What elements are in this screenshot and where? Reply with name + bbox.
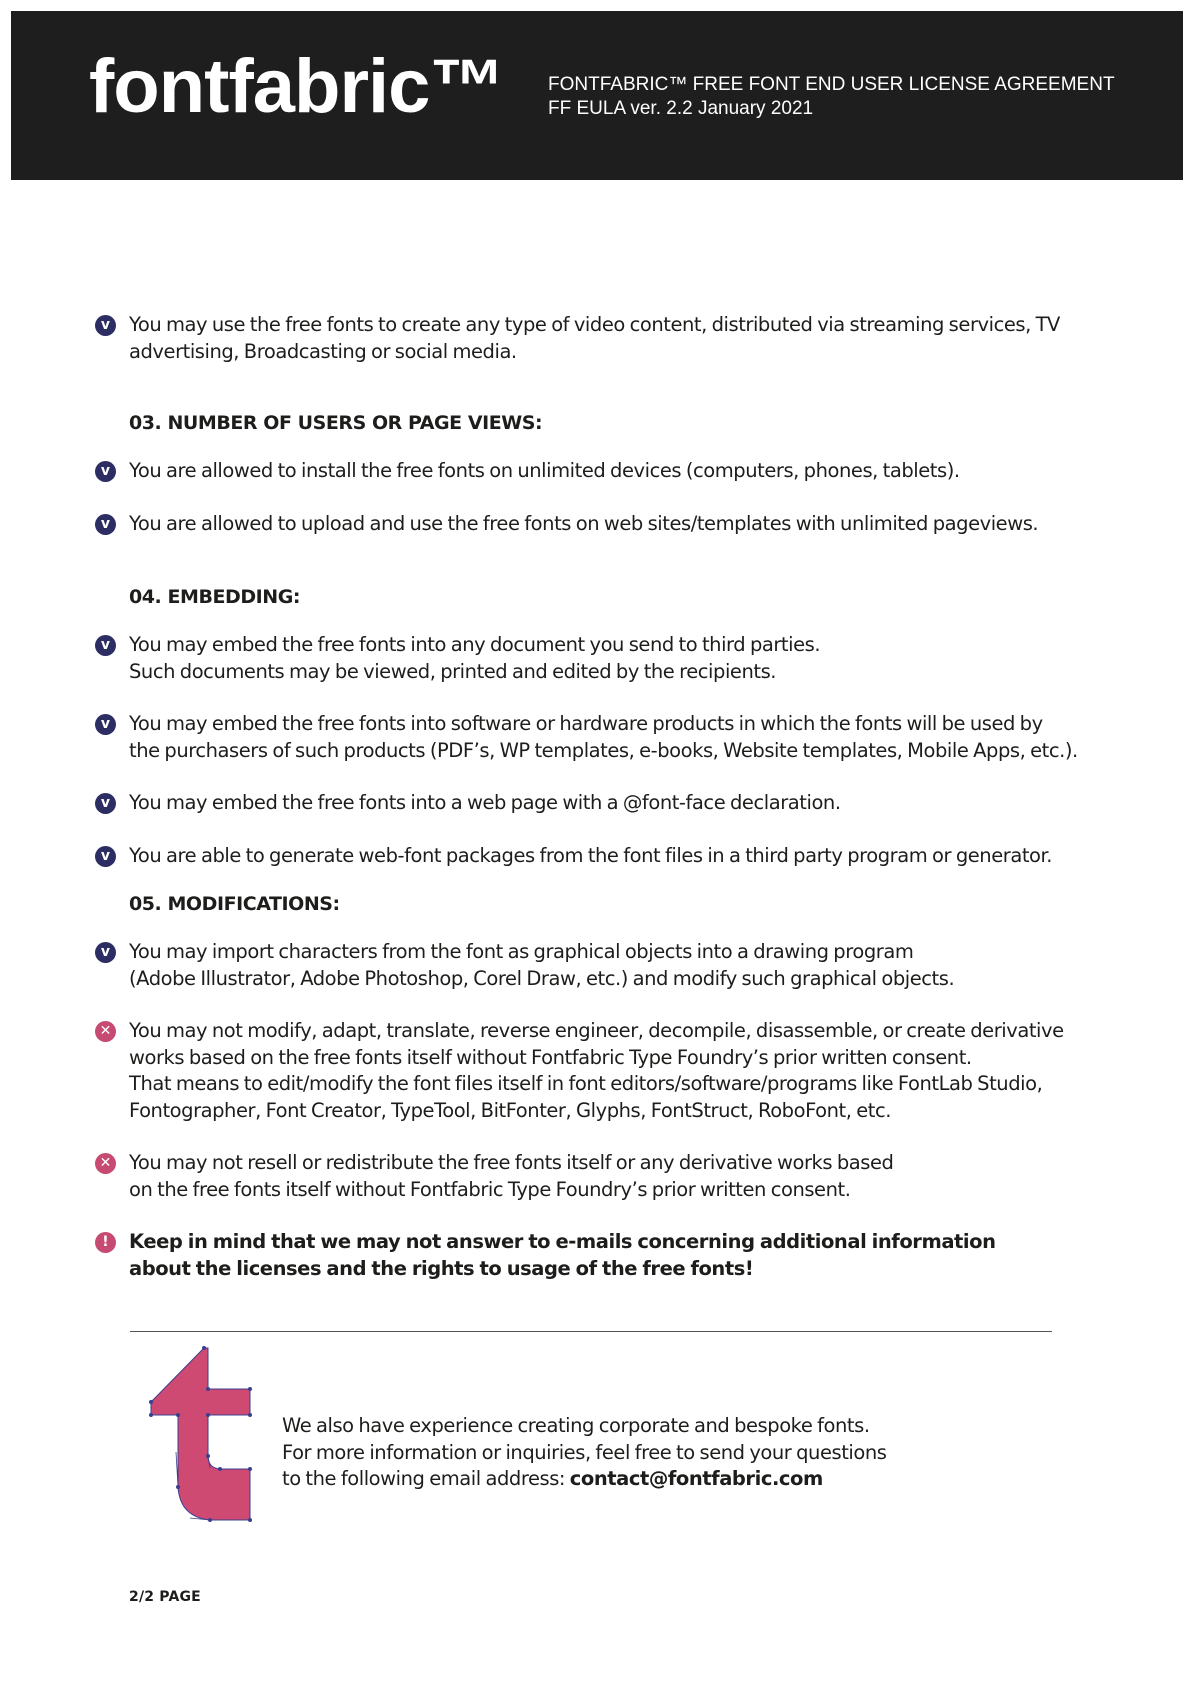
- section-heading-users: 03. NUMBER OF USERS OR PAGE VIEWS:: [129, 412, 543, 434]
- allowed-devices-item: [95, 458, 1095, 485]
- promo-text: We also have experience creating corporate and bespoke fonts.: [282, 1414, 870, 1437]
- header-banner: [11, 11, 1183, 180]
- letter-t-logo: [140, 1342, 255, 1522]
- item-text: (Adobe Illustrator, Adobe Photoshop, Corel Draw, etc.) and modify such graphical objects.: [129, 966, 955, 990]
- item-text: You may not modify, adapt, translate, reverse engineer, decompile, disassemble, or create derivative: [129, 1019, 1064, 1042]
- item-text: Such documents may be viewed, printed and edited by the recipients.: [129, 659, 777, 683]
- item-text: works based on the free fonts itself without Fontfabric Type Foundry’s prior written consent.: [129, 1045, 972, 1069]
- divider: [130, 1331, 1052, 1332]
- license-version: FF EULA ver. 2.2 January 2021: [548, 98, 814, 119]
- check-icon: v: [95, 315, 116, 336]
- promo-text: [282, 1466, 886, 1493]
- section-heading-modifications: 05. MODIFICATIONS:: [129, 893, 340, 915]
- item-text: the purchasers of such products (PDF’s, WP templates, e-books, Website templates, Mobile Apps, etc.).: [129, 738, 1078, 762]
- item-text: You may use the free fonts to create any type of video content, distributed via streaming services, TV: [129, 313, 1060, 336]
- item-text: advertising, Broadcasting or social media.: [129, 339, 517, 363]
- item-text: You may import characters from the font as graphical objects into a drawing program: [129, 940, 914, 963]
- license-title-line: FONTFABRIC™ FREE FONT END USER LICENSE AGREEMENT: [548, 74, 1115, 95]
- check-icon: v: [95, 461, 116, 482]
- check-icon: v: [95, 635, 116, 656]
- exclamation-icon: !: [95, 1232, 116, 1253]
- allowed-video-item: [95, 312, 1095, 365]
- allowed-documents-item: [95, 632, 1095, 685]
- check-icon: v: [95, 514, 116, 535]
- promo-text: For more information or inquiries, feel free to send your questions: [282, 1440, 887, 1464]
- item-text: You may embed the free fonts into any document you send to third parties.: [129, 633, 821, 656]
- check-icon: v: [95, 714, 116, 735]
- promo-text-prefix: to the following email address:: [282, 1467, 570, 1490]
- license-content: [95, 312, 1095, 1282]
- item-text: Fontographer, Font Creator, TypeTool, BitFonter, Glyphs, FontStruct, RoboFont, etc.: [129, 1098, 892, 1122]
- item-text: You are allowed to install the free fonts on unlimited devices (computers, phones, tablets).: [129, 459, 960, 482]
- item-text: You may embed the free fonts into a web page with a @font-face declaration.: [129, 791, 841, 814]
- item-text: You are able to generate web-font packages from the font files in a third party program or generator.: [129, 843, 1053, 867]
- check-icon: v: [95, 846, 116, 867]
- contact-email-link[interactable]: contact@fontfabric.com: [569, 1467, 823, 1490]
- cross-icon: ✕: [95, 1153, 116, 1174]
- item-text: You are allowed to upload and use the free fonts on web sites/templates with unlimited pageviews.: [129, 511, 1039, 535]
- allowed-software-item: [95, 711, 1095, 764]
- check-icon: v: [95, 942, 116, 963]
- cross-icon: ✕: [95, 1021, 116, 1042]
- forbidden-resell-item: [95, 1150, 1095, 1203]
- allowed-webpage-item: [95, 790, 1095, 817]
- allowed-websites-item: [95, 511, 1095, 538]
- item-text: That means to edit/modify the font files itself in font editors/software/programs like FontLab Studio,: [129, 1072, 1043, 1095]
- check-icon: v: [95, 793, 116, 814]
- custom-fonts-promo: [282, 1413, 886, 1493]
- item-text: on the free fonts itself without Fontfabric Type Foundry’s prior written consent.: [129, 1177, 851, 1201]
- item-text: about the licenses and the rights to usage of the free fonts!: [129, 1256, 754, 1280]
- forbidden-modify-item: [95, 1018, 1095, 1124]
- section-heading-embedding: 04. EMBEDDING:: [129, 586, 301, 608]
- item-text: You may not resell or redistribute the free fonts itself or any derivative works based: [129, 1151, 894, 1174]
- fontfabric-logo: fontfabric™: [89, 44, 505, 129]
- item-text: You may embed the free fonts into software or hardware products in which the fonts will be used by: [129, 712, 1043, 735]
- allowed-webfont-item: [95, 843, 1095, 870]
- license-title: [548, 73, 1115, 121]
- allowed-import-item: [95, 939, 1095, 992]
- item-text: Keep in mind that we may not answer to e-mails concerning additional information: [129, 1230, 996, 1253]
- page-number: 2/2 PAGE: [129, 1589, 201, 1605]
- notice-item: [95, 1229, 1095, 1282]
